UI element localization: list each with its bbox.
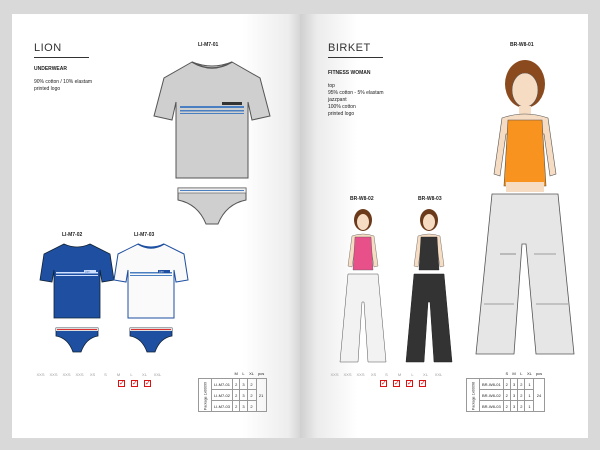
table-row: LI-M7-02 2 3 2	[199, 390, 267, 401]
left-package-table: M L XL pcs Package 1x00099 LI-M7-01 2 3 2 21 LI-M7-02 2 3 2 LI-M7-03 2 3 2	[198, 368, 267, 412]
table-row: LI-M7-03 2 3 2	[199, 401, 267, 412]
table-row: Package 1x00099 LI-M7-01 2 3 2 21	[199, 379, 267, 390]
blue-tshirt-brand-text: Lion	[85, 270, 90, 274]
code-third: LI-M7-03	[134, 232, 155, 238]
right-description: FITNESS WOMAN top 95% cotton - 5% elastam jazzpant 100% cotton printed logo	[328, 70, 384, 117]
table-row: Package 1x00098 BR-W8-01 2 3 2 1 24	[467, 379, 545, 390]
left-page	[12, 14, 300, 438]
code-main-right: BR-W8-01	[510, 42, 534, 48]
right-size-row: XXS XXS XXS XS S M L XL XXL	[330, 372, 443, 377]
table-row: BR-W8-03 2 3 2 1	[467, 401, 545, 412]
right-page-title: BIRKET	[328, 42, 383, 58]
check-icon: ✓	[381, 380, 387, 387]
right-page	[300, 14, 588, 438]
blue-briefs-illustration	[54, 326, 100, 354]
code-main: LI-M7-01	[198, 42, 219, 48]
table-row: BR-W8-02 2 3 2 1	[467, 390, 545, 401]
blue-tshirt-illustration	[38, 240, 116, 322]
left-page-title: LION	[34, 42, 89, 58]
left-size-row: XXS XXS XXS XXS XS S M L XL XXL	[36, 372, 162, 377]
woman-orange-top-illustration	[470, 54, 580, 364]
white-tshirt-illustration	[112, 240, 190, 322]
code-third-right: BR-W8-03	[418, 196, 442, 202]
catalog-spread	[12, 14, 588, 438]
woman-dark-top-illustration	[404, 206, 454, 366]
white-tshirt-brand-text: Lion	[159, 270, 164, 274]
check-icon: ✓	[394, 380, 400, 387]
right-package-table: S M L XL pcs Package 1x00098 BR-W8-01 2 3 2 1 24 BR-W8-02 2 3 2 1 BR-W8-03 2 3 2 1	[466, 368, 545, 412]
check-icon: ✓	[132, 380, 138, 387]
check-icon: ✓	[407, 380, 413, 387]
code-second: LI-M7-02	[62, 232, 83, 238]
grey-tshirt-illustration	[152, 54, 272, 184]
left-description: UNDERWEAR 90% cotton / 10% elastam printed logo	[34, 66, 93, 92]
right-size-checks	[380, 380, 432, 387]
check-icon: ✓	[119, 380, 125, 387]
white-briefs-illustration	[128, 326, 174, 354]
code-second-right: BR-W8-02	[350, 196, 374, 202]
grey-briefs-illustration	[176, 186, 248, 228]
left-size-checks	[118, 380, 157, 387]
check-icon: ✓	[145, 380, 151, 387]
check-icon: ✓	[420, 380, 426, 387]
woman-pink-top-illustration	[338, 206, 388, 366]
